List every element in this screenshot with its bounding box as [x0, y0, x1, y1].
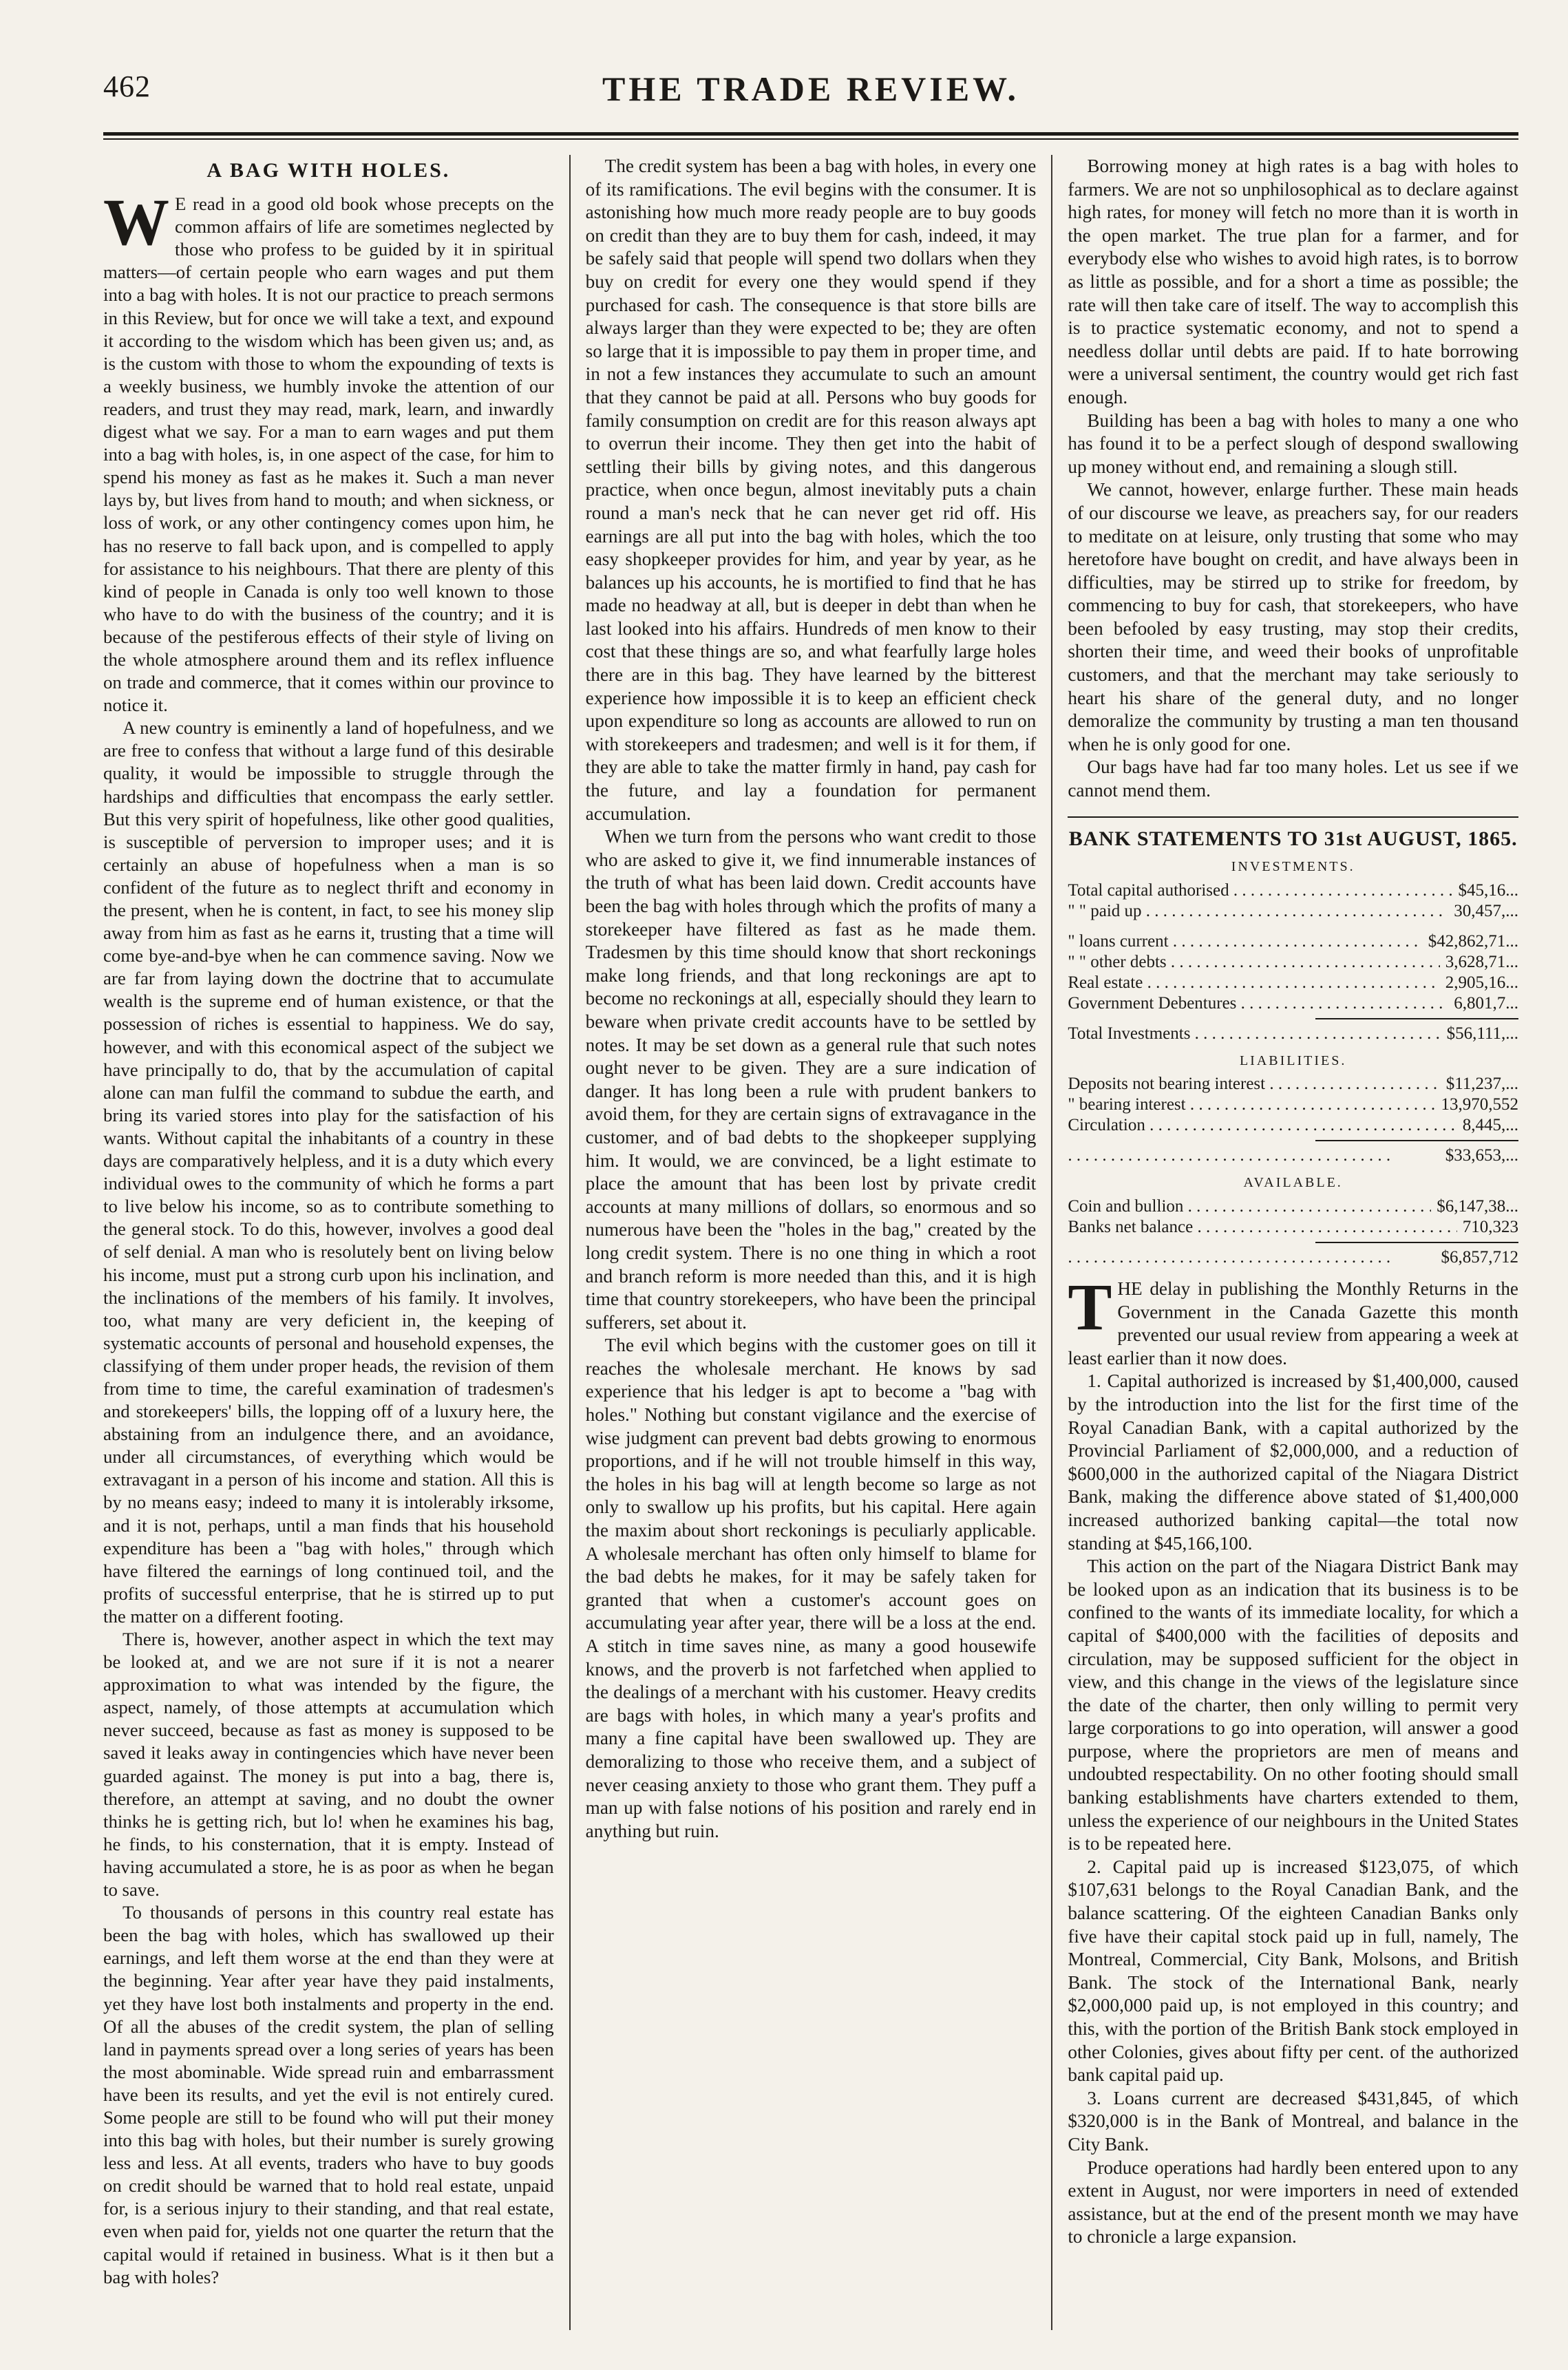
journal-title: THE TRADE REVIEW.: [602, 70, 1019, 108]
statement-row: [1068, 993, 1518, 1014]
drop-cap: W: [103, 185, 169, 260]
available-heading: AVAILABLE.: [1243, 1175, 1343, 1191]
article-paragraph: We cannot, however, enlarge further. These main heads of our discourse we leave, as preachers say, for our readers to meditate on at leisure, only trusting that some who may heretofore have bought on credit, and have always been in difficulties, may be stirred up to strike for freedom, by commencing to buy for cash, that storekeepers, who have been befooled by easy trusting, may stop their credits, shorten their time, and weed their books of unprofitable customers, and that the merchant may take seriously to heart his share of the general duty, and no longer demoralize the community by trusting a man ten thousand when he is only good for one.: [1068, 479, 1519, 754]
statement-value: $56,111,...: [1446, 1024, 1519, 1043]
bank-paragraph: 1. Capital authorized is increased by $1,400,000, caused by the introduction into the list for the first time of the Royal Canadian Bank, with a capital authorized by the Provincial Parliament of $2,000,000, and a reduction of $600,000 in the authorized capital of the Niagara District Bank, making the difference above stated of $1,400,000 increased authorized banking capital—the total now standing at $45,166,100.: [1068, 1371, 1519, 1554]
statement-label: [1068, 1145, 1439, 1166]
total-rule: [1315, 1242, 1518, 1243]
article-paragraph: The evil which begins with the customer goes on till it reaches the wholesale merchant. He knows by sad experience that his ledger is apt to become a "bag with holes." Nothing but constant vigilance and the exercise of wise judgment can prevent bad debts growing to enormous proportions, and if he will not trouble himself in this way, the holes in his bag will at length become so large as not only to swallow up his profits, but his capital. Here again the maxim about short reckonings is peculiarly applicable. A wholesale merchant has often only himself to blame for the bad debts he makes, for it may be safely taken for granted that when a customer's account goes on accumulating year after year, there will be a loss at the end. A stitch in time saves nine, as many a good housewife knows, and the proverb is not farfetched when applied to the dealings of a merchant with his customer. Heavy credits are bags with holes, in which many a year's profits and many a fine capital have been swallowed up. They are demoralizing to those who receive them, and a subject of never ceasing anxiety to those who grant them. They puff a man up with false notions of his position and rarely end in anything but ruin.: [585, 1335, 1037, 1841]
statement-value: 8,445,...: [1462, 1116, 1519, 1135]
statement-label: Total capital authorised . . .: [1068, 880, 1452, 901]
article-paragraph: To thousands of persons in this country real estate has been the bag with holes, which has swallowed up their earnings, and left them worse at the end than they were at the beginning. Year after year have they paid instalments, yet they have lost both instalments and property in the end. Of all the abuses of the credit system, the plan of selling land in payments spread over a long series of years has been the most abominable. Wide spread ruin and embarrassment have been its results, and yet the evil is not entirely cured. Some people are still to be found who will put their money into this bag with holes, but their number is surely growing less and less. At all events, traders who have to buy goods on credit should be warned that to hold real estate, unpaid for, is a serious injury to their standing, and that real estate, even when paid for, yields not one quarter the return that the capital would if retained in business. What is it then but a bag with holes?: [103, 1902, 554, 2287]
total-rule: [1315, 1140, 1518, 1141]
lead-text: E read in a good old book whose precepts on the common affairs of life are sometimes neglected by those who profess to be guided by it in spiritual matters—of certain people who earn wages and put them into a bag with holes. It is not our practice to preach sermons in this Review, but for once we will take a text, and expound it according to the wisdom which has been given us; and, as is the custom with those to whom the expounding of texts is a weekly business, we humbly invoke the attention of our readers, and trust they may read, mark, learn, and inwardly digest what we say. For a man to earn wages and put them into a bag with holes, is, in one aspect of the case, for him to spend his money as fast as he makes it. Such a man never lays by, but lives from hand to mouth; and when sickness, or loss of work, or any other contingency comes upon him, he has no reserve to fall back upon, and is compelled to apply for assistance to his neighbours. That there are plenty of this kind of people in Canada is only too well known to those who have to do with the business of the country; and it is because of the pestiferous effects of their style of living on the whole atmosphere around them and its reflex influence on trade and commerce, that it comes within our province to notice it.: [103, 193, 554, 716]
statement-value: 6,801,7...: [1454, 993, 1519, 1013]
statement-label: Coin and bullion . . .: [1068, 1196, 1431, 1217]
liabilities-heading: LIABILITIES.: [1239, 1052, 1347, 1068]
column-1: [103, 155, 569, 2330]
article-lead-paragraph: [103, 185, 554, 717]
masthead-rule: [103, 132, 1518, 140]
article-paragraph: Borrowing money at high rates is a bag with holes to farmers. We are not so unphilosophical as to declare against high rates, for money will fetch no more than it is worth in the open market. The true plan for a farmer, and for everybody else who wishes to avoid high rates, is to borrow as little as possible, and for a short a time as possible; the rate will then take care of itself. The way to accomplish this is to practice systematic economy, and not to spend a needless dollar until debts are paid. If to hate borrowing were a universal sentiment, the country would get rich fast enough.: [1068, 156, 1519, 408]
article-paragraph: There is, however, another aspect in which the text may be looked at, and we are not sure if it is not a nearer approximation to what was intended by the figure, the aspect, namely, of those attempts at accumulation which never succeed, because as fast as money is supposed to be saved it leaks away in contingencies which have never been guarded against. The money is put into a bag, there is, therefore, an attempt at saving, and no doubt the owner thinks he is getting rich, but lo! when he examines his bag, he finds, to his consternation, that it is empty. Instead of having accumulated a store, he is as poor as when he began to save.: [103, 1629, 554, 1901]
statement-row: [1068, 1217, 1518, 1238]
statement-label: " " other debts . . .: [1068, 952, 1439, 973]
statement-value: 30,457,...: [1454, 901, 1519, 920]
statement-value: $33,653,...: [1445, 1146, 1519, 1165]
spacer: [1068, 922, 1518, 931]
statement-row: [1068, 952, 1518, 973]
total-rule: [1315, 1018, 1518, 1019]
article-paragraph: A new country is eminently a land of hopefulness, and we are free to confess that without a large fund of this desirable quality, it would be impossible to struggle through the hardships and difficulties that encompass the early settler. But this very spirit of hopefulness, like other good qualities, is susceptible of perversion to improper uses; and it is certainly an abuse of hopefulness when a man is so confident of the future as to neglect thrift and economy in the present, when he is content, in fact, to see his money slip away from him as fast as he earns it, trusting that a time will come bye-and-bye when he can commence saving. Now we are far from laying down the doctrine that to accumulate wealth is the supreme end of human existence, or that the possession of riches is essential to happiness. We do say, however, and with this economical aspect of the subject we have principally to do, that by the accumulation of capital alone can man fulfil the command to subdue the earth, and bring its varied stores into play for the satisfaction of his wants. Without capital the inhabitants of a country in these days are comparatively helpless, and it is a duty which every individual owes to the community of which he forms a part to live below his income, so as to contribute something to the general stock. To do this, however, involves a good deal of self denial. A man who is resolutely bent on living below his income, must put a strong curb upon his inclination, and the inclinations of the members of his family. It involves, too, what many are very deficient in, the keeping of systematic accounts of personal and household expenses, the classifying of them under proper heads, the revision of them from time to time, the careful examination of tradesmen's and storekeepers' bills, the lopping off of a luxury here, the abstaining from an indulgence there, and an avoidance, under all circumstances, of everything which would be extravagant in a person of his income and station. All this is by no means easy; indeed to many it is intolerably irksome, and it is not, perhaps, until a man finds that his household expenditure has been a "bag with holes," through which have filtered the earnings of long continued toil, and the profits of successful enterprise, that he is stirred up to put the matter on a different footing.: [103, 717, 554, 1627]
bank-lead-paragraph: [1068, 1270, 1519, 1370]
liabilities-table: [1068, 1074, 1518, 1166]
column-3: [1051, 155, 1518, 2330]
article-paragraph: Building has been a bag with holes to many a one who has found it to be a perfect slough of despond swallowing up money without end, and remaining a slough still.: [1068, 410, 1519, 477]
bank-paragraph: This action on the part of the Niagara District Bank may be looked upon as an indication that its business is to be confined to the wants of its immediate locality, for which a capital of $400,000 with the facilities of deposits and circulation, may be supposed sufficient for the object in view, and this change in the views of the legislature since the date of the charter, then only willing to permit very large corporations to go into operation, will answer a good purpose, where the proprietors are men of means and undoubted respectability. On no other footing should small banking establishments have charters extended to them, unless the experience of our neighbours in the United States is to be repeated here.: [1068, 1556, 1519, 1854]
statement-row: [1068, 931, 1518, 952]
statement-label: Deposits not bearing interest . . .: [1068, 1074, 1440, 1094]
page-number: 462: [103, 70, 151, 103]
bank-paragraph: 2. Capital paid up is increased $123,075, of which $107,631 belongs to the Royal Canadian Bank, and the balance scattering. Of the eighteen Canadian Banks only five have their capital stock paid up in full, namely, The Montreal, Commercial, City Bank, Molsons, and British Bank. The stock of the International Bank, nearly $2,000,000 paid up, is not employed in this country; and this, with the portion of the British Bank stock employed in other Colonies, gives about fifty per cent. of the authorized bank capital paid up.: [1068, 1856, 1519, 2086]
statement-value: 710,323: [1462, 1218, 1519, 1236]
statement-label: Total Investments . . .: [1068, 1024, 1441, 1044]
statement-label: Banks net balance . . .: [1068, 1217, 1456, 1238]
statement-value: 2,905,16...: [1445, 973, 1519, 992]
statement-label: " " paid up . . .: [1068, 901, 1448, 922]
statement-row: [1068, 880, 1518, 901]
investments-table: [1068, 880, 1518, 1044]
statement-value: $6,147,38...: [1437, 1197, 1519, 1216]
statement-label: Circulation . . .: [1068, 1115, 1456, 1136]
spacer: [1068, 1268, 1518, 1278]
masthead: [103, 69, 1518, 132]
statement-row: [1068, 1094, 1518, 1115]
article-paragraph: The credit system has been a bag with holes, in every one of its ramifications. The evil begins with the consumer. It is astonishing how much more ready people are to buy goods on credit than they are to buy them for cash, indeed, it may be safely said that people will spend two dollars when they buy on credit for every one they would spend if they purchased for cash. The consequence is that store bills are always larger than they were expected to be; they are often so large that it is impossible to pay them in proper time, and in not a few instances they accumulate to such an amount that they cannot be paid at all. Persons who buy goods for family consumption on credit are for this reason always apt to overrun their income. They then get into the habit of settling their bills by giving notes, and this dangerous practice, when once begun, almost inevitably puts a chain round a man's neck that he can never get rid off. His earnings are all put into the bag with holes, which the too easy shopkeeper provides for him, and year by year, as he balances up his accounts, he is mortified to find that he has made no headway at all, but is deeper in debt than when he last looked into his affairs. Hundreds of men know to their cost that these things are so, and what fearfully large holes there are in this bag. They have learned by the bitterest experience how impossible it is to keep an efficient check upon expenditure so long as accounts are allowed to run on with storekeepers and tradesmen; and well is it for them, if they are able to take the matter firmly in hand, pay cash for the future, and lay a foundation for permanent accumulation.: [585, 156, 1037, 824]
article-paragraph: Our bags have had far too many holes. Let us see if we cannot mend them.: [1068, 757, 1519, 801]
bank-paragraph: Produce operations had hardly been entered upon to any extent in August, nor were importers in need of extended assistance, but at the end of the present month we may have to chronicle a large expansion.: [1068, 2157, 1519, 2247]
statement-value: $45,16...: [1458, 880, 1519, 900]
bank-statements-title: BANK STATEMENTS TO 31st AUGUST, 1865.: [1068, 816, 1518, 851]
statement-label: Real estate . . .: [1068, 973, 1439, 993]
investments-heading: INVESTMENTS.: [1231, 859, 1355, 875]
statement-value: $42,862,71...: [1428, 931, 1519, 951]
bank-paragraph: 3. Loans current are decreased $431,845, of which $320,000 is in the Bank of Montreal, and balance in the City Bank.: [1068, 2087, 1519, 2155]
statement-label: Government Debentures . . .: [1068, 993, 1448, 1014]
statement-row: [1068, 973, 1518, 993]
article-paragraph: When we turn from the persons who want credit to those who are asked to give it, we find innumerable instances of the truth of what has been laid down. Credit accounts have been the bag with holes through which the profits of many a storekeeper have filtered as fast as he made them. Tradesmen by this time should know that short reckonings make long friends, and that long reckonings are apt to become no reckonings at all, especially should they learn to beware when private credit accounts have to be settled by notes. It may be set down as a general rule that such notes ought never to be given. They are a sure indication of danger. It has long been a rule with prudent bankers to avoid them, for they are certain signs of extravagance in the customer, and of bad debts to the shopkeeper supplying him. It would, we are convinced, be a light estimate to place the amount that has been lost by private credit accounts at many millions of dollars, so enormous and so numerous have been the "holes in the bag," created by the long credit system. There is no one thing in which a root and branch reform is more needed than this, and it is high time that country storekeepers, who have been the principal sufferers, set about it.: [585, 826, 1037, 1333]
statement-total-row: [1068, 1145, 1518, 1166]
article-title: A BAG WITH HOLES.: [206, 159, 451, 182]
statement-label: [1068, 1247, 1435, 1268]
statement-label: " bearing interest . . .: [1068, 1094, 1435, 1115]
statement-row: [1068, 1196, 1518, 1217]
statement-row: [1068, 1074, 1518, 1094]
statement-total-row: [1068, 1024, 1518, 1044]
article-columns: [103, 155, 1518, 2330]
drop-cap: T: [1068, 1270, 1112, 1344]
available-table: [1068, 1196, 1518, 1268]
statement-total-row: [1068, 1247, 1518, 1268]
statement-value: $11,237,...: [1445, 1075, 1519, 1094]
statement-label: " loans current . . .: [1068, 931, 1422, 952]
statement-value: 13,970,552: [1441, 1095, 1519, 1114]
statement-value: 3,628,71...: [1445, 952, 1519, 971]
column-2: [569, 155, 1052, 2330]
statement-row: [1068, 1115, 1518, 1136]
statement-value: $6,857,712: [1441, 1248, 1519, 1267]
bank-lead-text: HE delay in publishing the Monthly Returns in the Government in the Canada Gazette this month prevented our usual review from appearing a week at least earlier than it now does.: [1068, 1278, 1519, 1368]
statement-row: [1068, 901, 1518, 922]
